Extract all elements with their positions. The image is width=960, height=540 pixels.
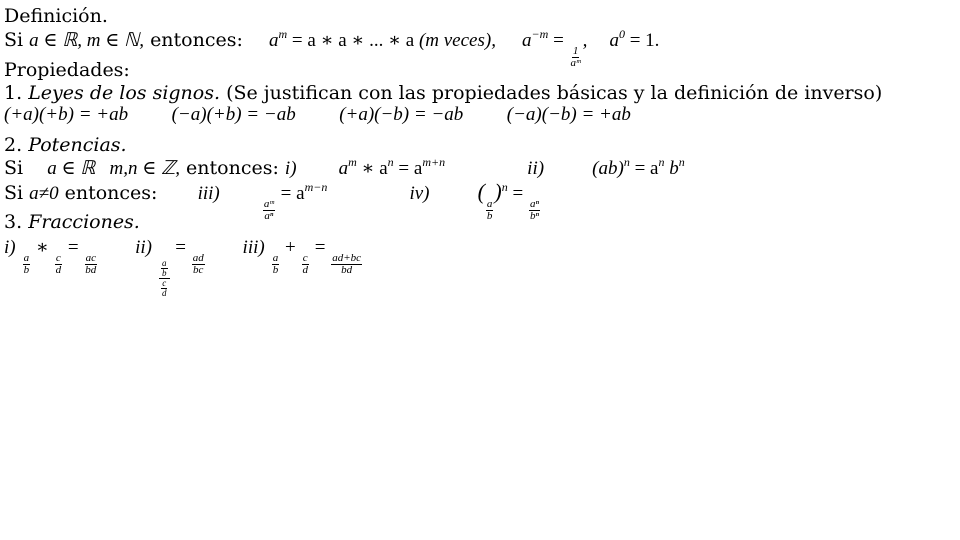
fractions-ii-label: ii) <box>135 237 152 258</box>
sign-rule: (+a)(+b) = +ab <box>4 104 129 125</box>
fraction-division-rule: $\frac{\frac{a}{b}}{\frac{c}{d}}$ = $\frac{ad}{bc}$ <box>158 237 210 258</box>
powers-iii-formula: $\frac{\text{aᵐ}}{\text{aⁿ}}$ = $a^{m-n}$ <box>263 180 328 222</box>
powers-iii-label: iii) <box>197 183 220 204</box>
definition-entonces: entonces: <box>150 29 243 51</box>
properties-title: Propiedades: <box>4 59 130 81</box>
fraction-sum-rule: $\frac{a}{b}$ + $\frac{c}{d}$ = $\frac{ad+bc}{bd}$ <box>272 237 362 276</box>
fractions-name: Fracciones. <box>28 211 140 233</box>
sign-rule: (−a)(−b) = +ab <box>506 104 631 125</box>
powers-ii-label: ii) <box>527 158 545 179</box>
powers-heading: 2. Potencias. <box>4 134 127 156</box>
power-definition: $a^m = a$ ∗ a ∗ ... ∗ a (m veces), <box>269 27 496 51</box>
powers-iv-label: iv) <box>409 183 430 204</box>
powers-ii-formula: $(ab)^n = a^n$ $b^n$ <box>592 155 685 179</box>
definition-intro: Si <box>4 29 24 51</box>
negative-exponent-definition: $a^{-m}$ = $\frac{1}{\text{aᵐ}}$ , <box>522 27 588 69</box>
powers-i-label: i) <box>284 158 297 179</box>
sign-rule: (+a)(−b) = −ab <box>339 104 464 125</box>
powers-name: Potencias. <box>28 134 127 156</box>
definition-title: Definición. <box>4 5 108 27</box>
powers-line-2: Si a≠0 entonces: iii) $\frac{\text{aᵐ}}{\text{aⁿ}}$ = $a^{m-n}$ iv) ( $\frac{a}{b}$ )$^n$ = $\frac{\text{aⁿ}}{\text{bⁿ}}$ <box>4 179 539 222</box>
definition-condition: a ∈ ℝ, m ∈ ℕ, <box>29 30 145 51</box>
signs-note: (Se justifican con las propiedades básicas y la definición de inverso) <box>226 82 883 104</box>
signs-rules <box>4 104 631 126</box>
fraction-product-rule: $\frac{a}{b}$ ∗ $\frac{c}{d}$ = $\frac{ac}{bd}$ <box>23 237 97 276</box>
fractions-i-label: i) <box>4 237 16 258</box>
signs-heading: 1. Leyes de los signos. (Se justifican con las propiedades básicas y la definición de inverso) <box>4 82 883 104</box>
powers-iv-formula: ( $\frac{a}{b}$ )$^n$ = $\frac{\text{aⁿ}}{\text{bⁿ}}$ <box>477 179 539 222</box>
powers-i-formula: $a^m$ ∗ $a^n = a^{m+n}$ <box>338 155 446 179</box>
fractions-iii-label: iii) <box>242 237 265 258</box>
signs-name: Leyes de los signos. <box>28 82 221 104</box>
zero-exponent-definition: $a^0 = 1$. <box>609 27 660 51</box>
powers-condition: a ∈ ℝ m,n ∈ ℤ, <box>47 158 180 179</box>
fractions-rules <box>4 236 363 298</box>
fractions-heading: 3. Fracciones. <box>4 211 140 233</box>
sign-rule: (−a)(+b) = −ab <box>171 104 296 125</box>
powers-line-1: Si a ∈ ℝ m,n ∈ ℤ, entonces: i) $a^m$ ∗ $a^n = a^{m+n}$ ii) $(ab)^n = a^n$ $b^n$ <box>4 155 685 179</box>
